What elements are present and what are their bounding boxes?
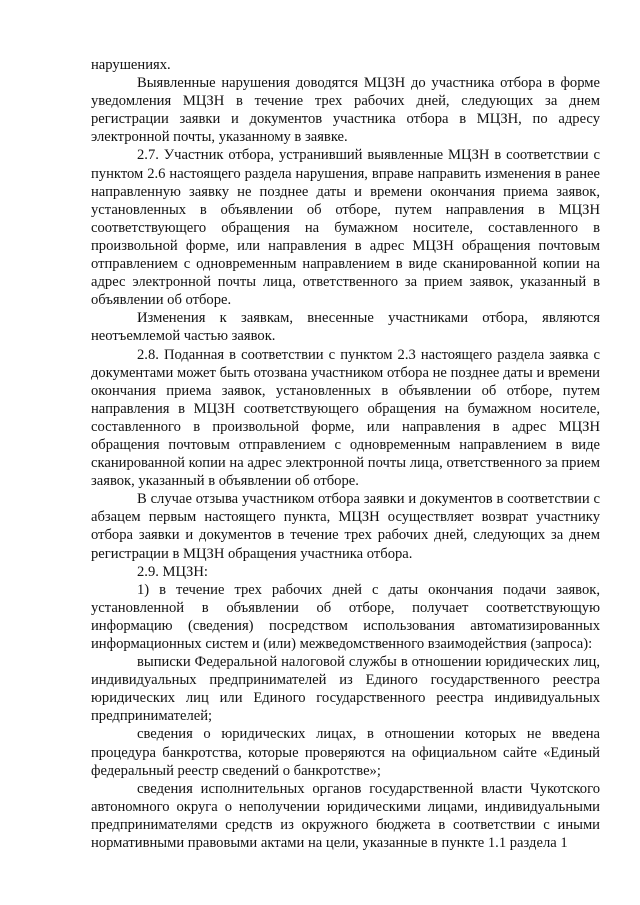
paragraph-bankruptcy: сведения о юридических лицах, в отношении которых не введена процедура банкротства, которые проверяются на официальном сайте «Единый федеральный реестр сведений о банкротстве»; xyxy=(91,726,600,779)
paragraph-2-8: 2.8. Поданная в соответствии с пунктом 2.3 настоящего раздела заявка с документами может быть отозвана участником отбора не позднее даты и времени окончания приема заявок, установленных в объявлении об отборе, путем направления в МЦЗН соответствующего обращения на бумажном носителе, составленного в произвольной форме, или направления в адрес МЦЗН обращения почтовым отправлением с одновременным направлением в виде сканированной копии на адрес электронной почты лица, ответственного за прием заявок, указанный в объявлении об отборе. xyxy=(91,346,600,490)
paragraph-item-1: 1) в течение трех рабочих дней с даты окончания подачи заявок, установленной в объявлении об отборе, получает соответствующую информацию (сведения) посредством использования автоматизированных информационных систем и (или) межведомственного взаимодействия (запроса): xyxy=(91,581,600,652)
paragraph-withdrawal: В случае отзыва участником отбора заявки и документов в соответствии с абзацем первым настоящего пункта, МЦЗН осуществляет возврат участнику отбора заявки и документов в течение трех рабочих дней, следующих за днем регистрации в МЦЗН обращения участника отбора. xyxy=(91,491,600,562)
paragraph-continuation: нарушениях. xyxy=(91,57,171,73)
paragraph-2-9: 2.9. МЦЗН: xyxy=(137,563,208,580)
paragraph-violations-notice: Выявленные нарушения доводятся МЦЗН до участника отбора в форме уведомления МЦЗН в течение трех рабочих дней, следующих за днем регистрации заявки и документов участника отбора в МЦЗН, по адресу электронной почты, указанному в заявке. xyxy=(91,75,600,146)
paragraph-tax-extracts: выписки Федеральной налоговой службы в отношении юридических лиц, индивидуальных предпринимателей из Единого государственного реестра юридических лиц или Единого государственного реестра индивидуальных предпринимателей; xyxy=(91,654,600,725)
paragraph-changes: Изменения к заявкам, внесенные участниками отбора, являются неотъемлемой частью заявок. xyxy=(91,310,600,345)
paragraph-2-7: 2.7. Участник отбора, устранивший выявленные МЦЗН в соответствии с пунктом 2.6 настоящего раздела нарушения, вправе направить изменения в ранее направленную заявку не позднее даты и времени окончания приема заявок, установленных в объявлении об отборе, путем направления в МЦЗН соответствующего обращения на бумажном носителе, составленного в произвольной форме, или направления в адрес МЦЗН обращения почтовым отправлением с одновременным направлением в виде сканированной копии на адрес электронной почты лица, ответственного за прием заявок, указанный в объявлении об отборе. xyxy=(91,147,600,309)
paragraph-executive-bodies: сведения исполнительных органов государственной власти Чукотского автономного округа о неполучении юридическими лицами, индивидуальными предпринимателями средств из окружного бюджета в соответствии с иными нормативными правовыми актами на цели, указанные в пункте 1.1 раздела 1 xyxy=(91,780,600,852)
